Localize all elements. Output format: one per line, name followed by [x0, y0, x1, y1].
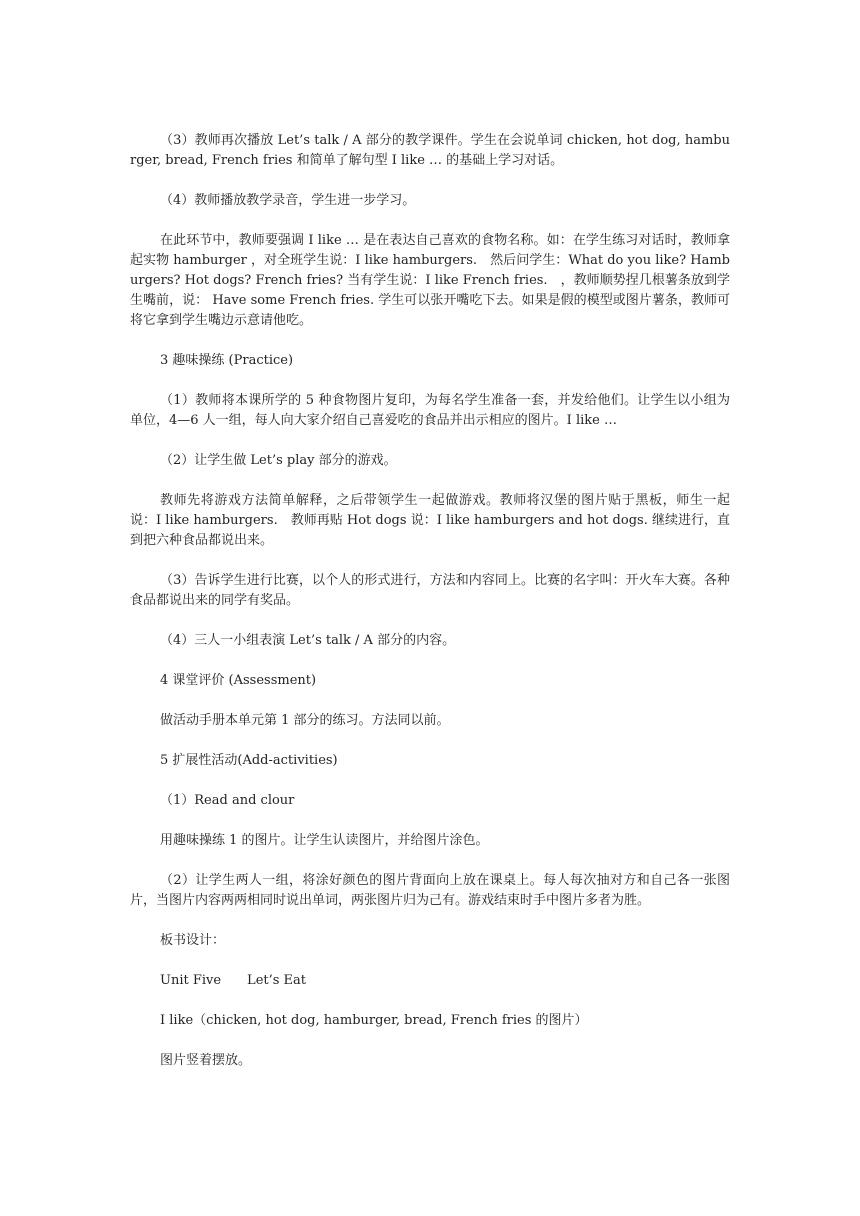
- paragraph-pair-game: （2）让学生两人一组，将涂好颜色的图片背面向上放在课桌上。每人每次抽对方和自己各一张图片，当图片内容两两相同时说出单词，两张图片归为己有。游戏结束时手中图片多者为胜。: [130, 873, 730, 908]
- paragraph-practice-4: （4）三人一小组表演 Let’s talk / A 部分的内容。: [160, 633, 456, 648]
- paragraph-assessment: 做活动手册本单元第 1 部分的练习。方法同以前。: [160, 713, 450, 728]
- board-note: 图片竖着摆放。: [160, 1053, 252, 1068]
- paragraph-3-courseware: （3）教师再次播放 Let’s talk / A 部分的教学课件。学生在会说单词 chicken, hot dog, hamburger, bread, French fries 和简单了解句型 I like … 的基础上学习对话。: [130, 133, 730, 168]
- section-heading-practice: 3 趣味操练 (Practice): [160, 353, 294, 368]
- paragraph-4-recording: （4）教师播放教学录音，学生进一步学习。: [160, 193, 416, 208]
- paragraph-i-like-emphasis: 在此环节中，教师要强调 I like … 是在表达自己喜欢的食物名称。如：在学生练习对话时，教师拿起实物 hamburger ，对全班学生说：I like hamburgers. 然后问学生：What do you like? Hamburgers? Hot dogs? French fries? 当有学生说：I like French fries. ，教师顺势捏几根薯条放到学生嘴前，说： Have some French fries. 学生可以张开嘴吃下去。如果是假的模型或图片薯条，教师可将它拿到学生嘴边示意请他吃。: [130, 233, 730, 328]
- paragraph-game-explanation: 教师先将游戏方法简单解释，之后带领学生一起做游戏。教师将汉堡的图片贴于黑板，师生一起说：I like hamburgers. 教师再贴 Hot dogs 说：I like hamburgers and hot dogs. 继续进行，直到把六种食品都说出来。: [130, 493, 730, 548]
- section-heading-assessment: 4 课堂评价 (Assessment): [160, 673, 317, 688]
- section-heading-board-design: 板书设计：: [160, 933, 226, 948]
- board-i-like-line: I like（chicken, hot dog, hamburger, bread, French fries 的图片）: [160, 1013, 588, 1028]
- paragraph-practice-3: （3）告诉学生进行比赛，以个人的形式进行，方法和内容同上。比赛的名字叫：开火车大赛。各种食品都说出来的同学有奖品。: [130, 573, 730, 608]
- paragraph-read-and-colour: （1）Read and clour: [160, 793, 295, 808]
- paragraph-practice-2: （2）让学生做 Let’s play 部分的游戏。: [160, 453, 397, 468]
- board-title: Unit Five Let’s Eat: [160, 973, 307, 988]
- paragraph-practice-1: （1）教师将本课所学的 5 种食物图片复印，为每名学生准备一套，并发给他们。让学生以小组为单位，4—6 人一组，每人向大家介绍自己喜爱吃的食品并出示相应的图片。I like …: [130, 393, 730, 428]
- paragraph-colour-pictures: 用趣味操练 1 的图片。让学生认读图片，并给图片涂色。: [160, 833, 489, 848]
- document-body: [130, 131, 730, 1091]
- section-heading-add-activities: 5 扩展性活动(Add-activities): [160, 753, 338, 768]
